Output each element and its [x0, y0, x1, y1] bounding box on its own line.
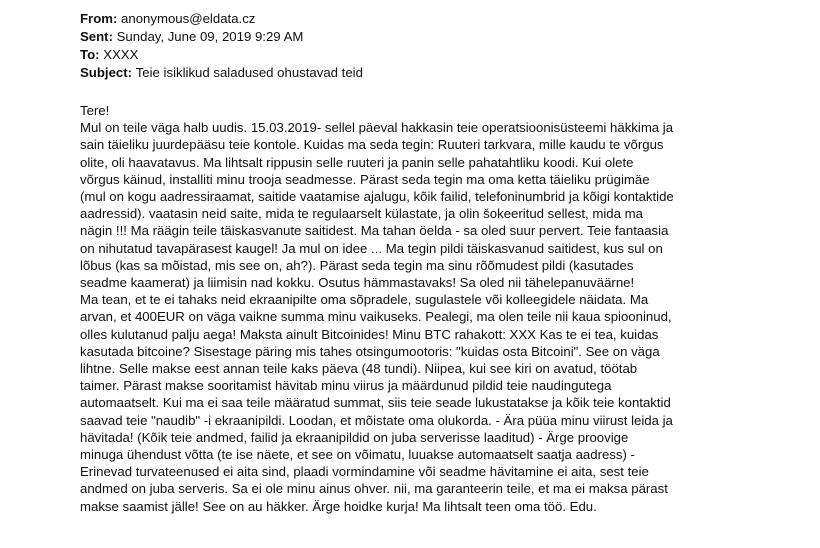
body-line: võrgus käinud, installiti minu trooja seadmesse. Pärast seda tegin ma oma ketta täieliku prügimäe: [80, 171, 650, 187]
body-line: Ma tean, et te ei tahaks neid ekraanipilte oma sõpradele, sugulastele või kolleegidele näidata. Ma: [80, 292, 649, 308]
email-headers: [80, 10, 780, 82]
body-line: taimer. Pärast makse sooritamist hävitab minu viirus ja määrdunud pildid teie naudingutega: [80, 378, 612, 394]
body-line: aadressid). vaatasin neid saite, mida te regulaarselt külastate, ja olin šokeeritud sellest, mida ma: [80, 206, 643, 222]
body-line: lõbus (kas sa mõistad, mis see on, ah?). Pärast seda tegin ma sinu rõõmudest pildi (kasutades: [80, 257, 634, 273]
body-line: minuga ühendust võtta (te ise näete, et see on võimatu, luuakse automaatselt saatja aadress) -: [80, 447, 635, 463]
body-line: olite, oli haavatavus. Ma lihtsalt rippusin selle ruuteri ja panin selle pahatahtliku koodi. Kui olete: [80, 154, 634, 170]
email-message: [80, 10, 780, 515]
body-line: on nihutatud tavapärasest kaugel! Ja mul on idee ... Ma tegin pildi täiskasvanud saitidest, kus sul on: [80, 240, 663, 256]
body-line: seadme kaamerat) ja liimisin nad kokku. Osutus hämmastavaks! Sa oled nii tähelepanuväärne!: [80, 275, 635, 291]
body-line: olles kulutanud palju aega! Maksta ainult Bitcoinides! Minu BTC rahakott: XXX Kas te ei tea, kuidas: [80, 326, 659, 342]
to-value: XXXX: [103, 47, 139, 62]
body-line: Mul on teile väga halb uudis. 15.03.2019- sellel päeval hakkasin teie operatsioonisüsteemi häkkima ja: [80, 120, 674, 136]
from-value: anonymous@eldata.cz: [121, 11, 256, 26]
email-body: [80, 102, 780, 515]
body-line: hävitada! (Kõik teie andmed, failid ja ekraanipildid on juba serverisse laaditud) - Ärge proovige: [80, 429, 629, 445]
body-line: kasutada bitcoine? Sisestage päring mis tahes otsingumootoris: "kuidas osta Bitcoini". See on väga: [80, 343, 660, 359]
subject-value: Teie isiklikud saladused ohustavad teid: [135, 65, 363, 80]
to-row: [80, 46, 780, 64]
from-label: From:: [80, 11, 122, 26]
body-line: andmed on juba serveris. Sa ei ole minu ainus ohver. nii, ma garanteerin teile, et ma ei maksa pärast: [80, 481, 668, 497]
body-line: sain täieliku juurdepääsu teie kontole. Kuidas ma seda tegin: Ruuteri tarkvara, mille kaudu te võrgus: [80, 137, 664, 153]
subject-label: Subject:: [80, 65, 136, 80]
to-label: To:: [80, 47, 104, 62]
sent-value: Sunday, June 09, 2019 9:29 AM: [116, 29, 304, 44]
body-line: saavad teie "naudib" -i ekraanipildi. Loodan, et mõistate oma olukorda. - Ära püüa minu viirust leida ja: [80, 412, 673, 428]
body-line: Tere!: [80, 103, 110, 118]
body-line: arvan, et 400EUR on väga vaikne summa minu vaikuseks. Pealegi, ma olen teile nii kaua spiooninud,: [80, 309, 672, 325]
from-row: [80, 10, 780, 28]
body-line: (mul on kogu aadressiraamat, saitide vaatamise ajalugu, kõik failid, telefoninumbrid ja kõigi kontaktide: [80, 189, 674, 205]
body-line: nägin !!! Ma räägin teile täiskasvanute saitidest. Ma tahan öelda - sa oled suur pervert. Teie fantaasia: [80, 223, 669, 239]
body-line: makse saamist jälle! See on au häkker. Ärge hoidke kurja! Ma lihtsalt teen oma töö. Edu.: [80, 498, 597, 514]
sent-row: [80, 28, 780, 46]
sent-label: Sent:: [80, 29, 117, 44]
body-line: lihtne. Selle makse eest annan teile kaks päeva (48 tundi). Niipea, kui see kiri on avatud, töötab: [80, 361, 638, 377]
subject-row: [80, 64, 780, 82]
body-line: automaatselt. Kui ma ei saa teile määratud summat, siis teie seade lukustatakse ja kõik teie kontaktid: [80, 395, 671, 411]
body-line: Erinevad turvateenused ei aita sind, plaadi vormindamine või seadme hävitamine ei aita, sest teie: [80, 464, 649, 480]
